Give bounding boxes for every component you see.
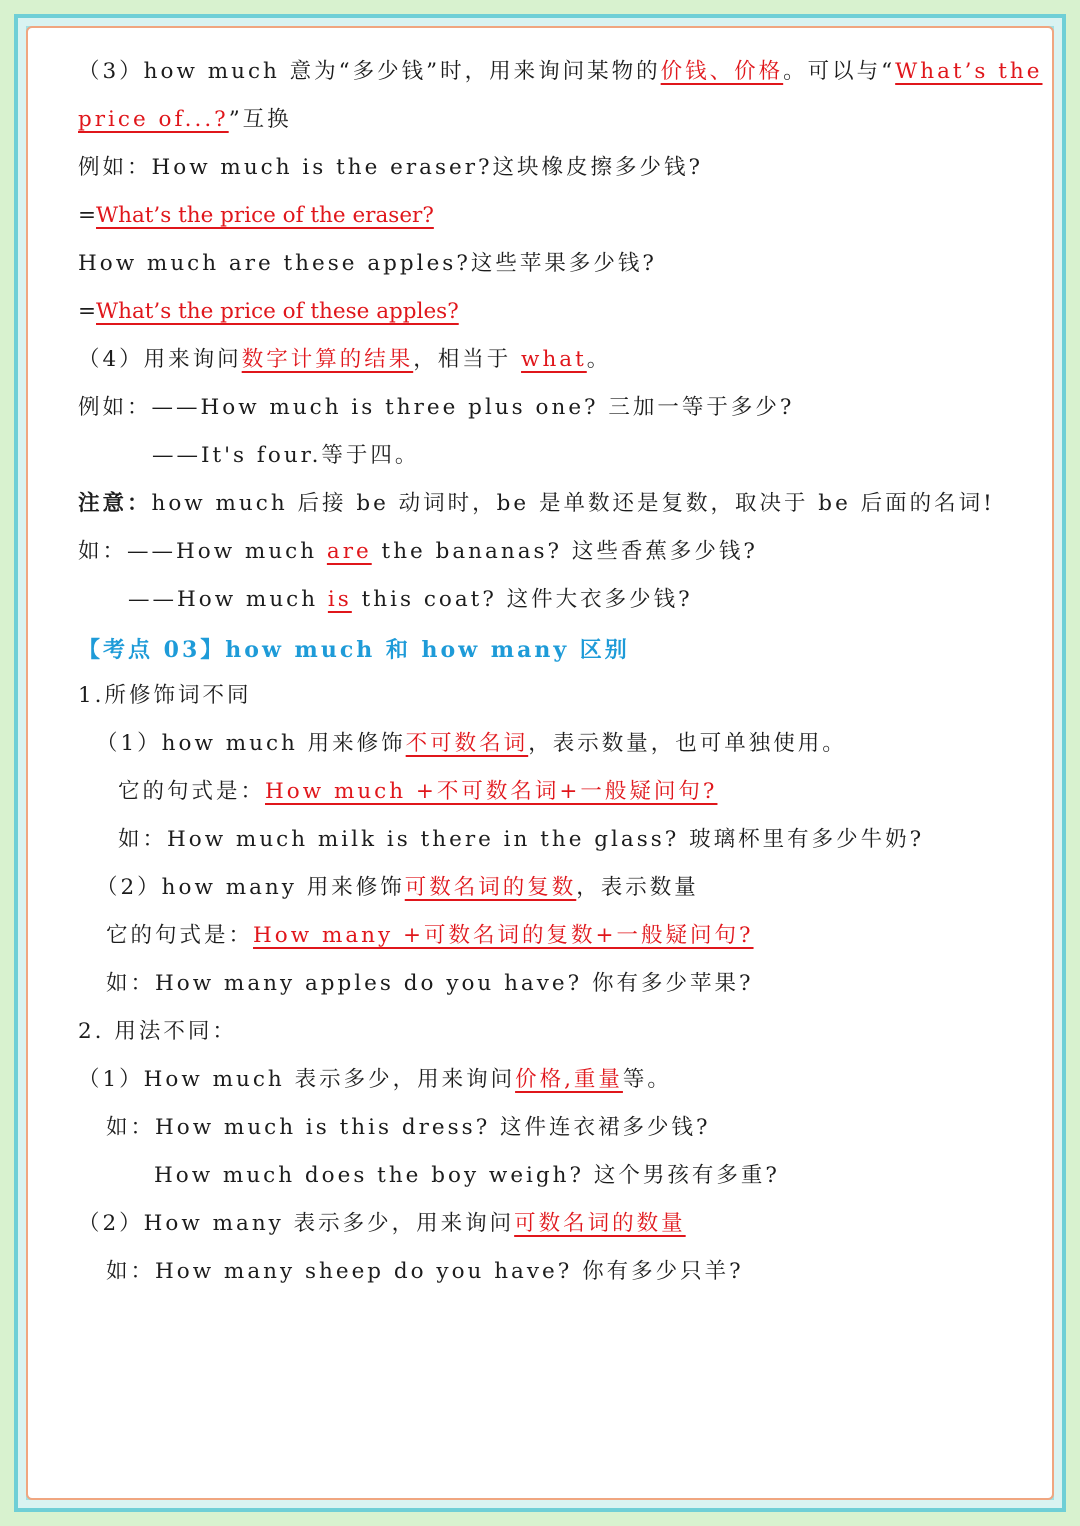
line-note: 注意：how much 后接 be 动词时，be 是单数还是复数，取决于 be 后面的名词! [78, 491, 995, 516]
line-apples: How much are these apples?这些苹果多少钱? [78, 251, 657, 276]
line-coat: ——How much is this coat? 这件大衣多少钱? [128, 587, 693, 612]
line-dress: 如：How much is this dress? 这件连衣裙多少钱? [106, 1115, 711, 1140]
line-eraser-price: =What’s the price of the eraser? [78, 203, 434, 228]
line-how-much-usage: （1）How much 表示多少，用来询问价格,重量等。 [78, 1067, 672, 1092]
line-example-eraser: 例如：How much is the eraser?这块橡皮擦多少钱? [78, 155, 704, 180]
line-usage-diff: 2. 用法不同： [78, 1019, 237, 1044]
line-price-of: price of...?”互换 [78, 107, 292, 132]
line-example-plus: 例如：——How much is three plus one? 三加一等于多少? [78, 395, 795, 420]
section-heading-03: 【考点 03】how much 和 how many 区别 [78, 637, 630, 663]
line-sheep: 如：How many sheep do you have? 你有多少只羊? [106, 1259, 744, 1284]
line-how-many-pattern: 它的句式是：How many +可数名词的复数+一般疑问句? [106, 923, 754, 948]
line-how-many-countable: （2）how many 用来修饰可数名词的复数，表示数量 [96, 875, 699, 900]
line-apples-have: 如：How many apples do you have? 你有多少苹果? [106, 971, 754, 996]
line-modify-diff: 1.所修饰词不同 [78, 683, 252, 708]
line-how-much-pattern: 它的句式是：How much +不可数名词+一般疑问句? [118, 779, 718, 804]
line-4-calculation: （4）用来询问数字计算的结果，相当于 what。 [78, 347, 612, 372]
line-its-four: ——It's four.等于四。 [152, 443, 420, 468]
line-milk: 如：How much milk is there in the glass? 玻璃杯里有多少牛奶? [118, 827, 925, 852]
line-3-how-much-price: （3）how much 意为“多少钱”时，用来询问某物的价钱、价格。可以与“What’s the [78, 59, 1043, 84]
line-how-many-usage: （2）How many 表示多少，用来询问可数名词的数量 [78, 1211, 686, 1236]
line-boy-weigh: How much does the boy weigh? 这个男孩有多重? [154, 1163, 780, 1188]
line-bananas: 如：——How much are the bananas? 这些香蕉多少钱? [78, 539, 758, 564]
line-how-much-uncountable: （1）how much 用来修饰不可数名词，表示数量，也可单独使用。 [96, 731, 847, 756]
line-apples-price: =What’s the price of these apples? [78, 299, 459, 324]
